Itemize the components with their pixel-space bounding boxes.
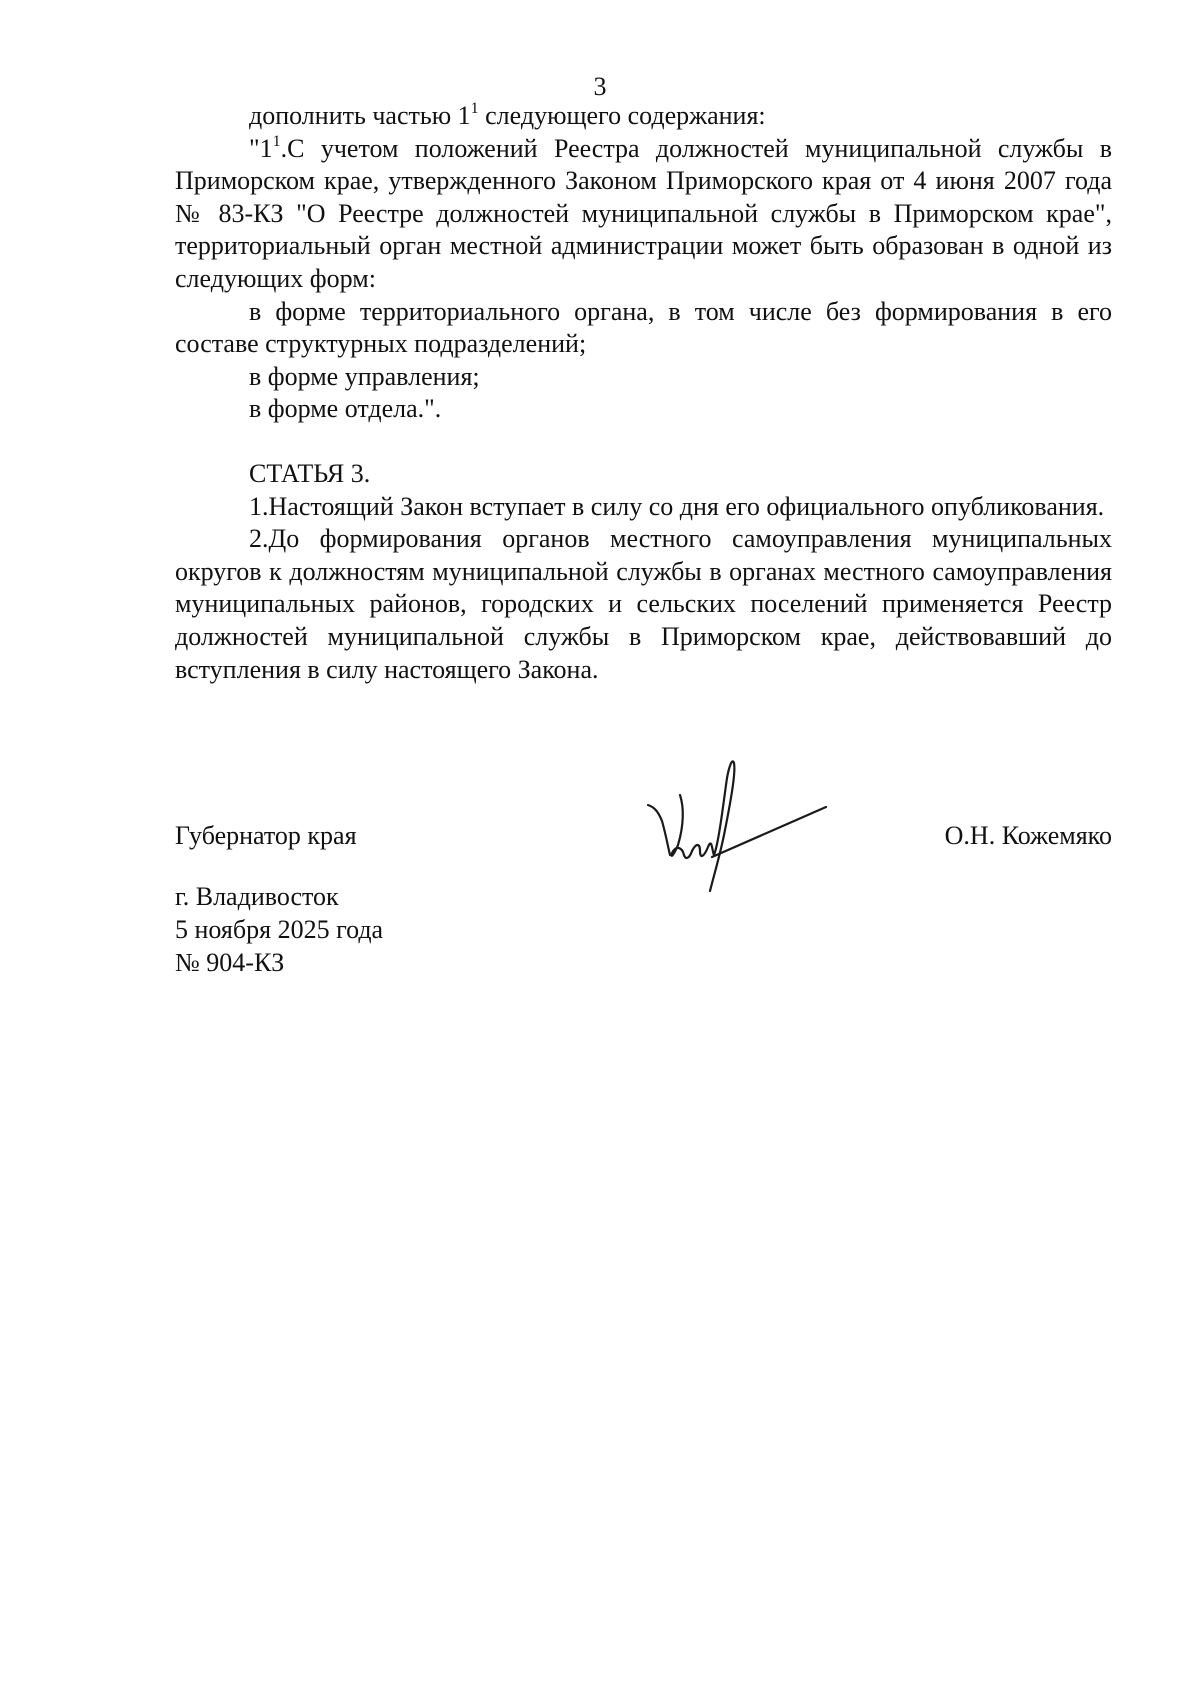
paragraph-form-division: в форме отдела.". [249, 394, 442, 424]
signatory-name: О.Н. Кожемяко [944, 821, 1112, 850]
document-body [175, 100, 1112, 686]
paragraph-registry [175, 133, 1112, 296]
paragraph-intro [175, 100, 1112, 133]
law-number: № 904-КЗ [175, 948, 285, 977]
paragraph-registry-start: "1 [249, 133, 273, 163]
page-number: 3 [593, 72, 607, 101]
article-heading: СТАТЬЯ 3. [249, 458, 371, 488]
paragraph-form-department: в форме управления; [249, 361, 480, 391]
place-date-block [175, 880, 383, 979]
paragraph-intro-text: дополнить частью 1 [249, 101, 471, 130]
signing-date: 5 ноября 2025 года [175, 915, 384, 944]
city: г. Владивосток [175, 882, 339, 911]
paragraph-entry-into-force: 1.Настоящий Закон вступает в силу со дня его официального опубликования. [249, 491, 1105, 521]
handwritten-signature [640, 755, 830, 905]
paragraph-form-territorial: в форме территориального органа, в том числе без формирования в его составе структурных подразделений; [175, 296, 1112, 359]
signatory-position: Губернатор края [175, 821, 357, 850]
superscript: 1 [272, 132, 281, 150]
paragraph-intro-tail: следующего содержания: [478, 101, 766, 130]
superscript: 1 [470, 100, 479, 118]
paragraph-transitional: 2.До формирования органов местного самоуправления муниципальных округов к должностям муниципальной службы в органах местного самоуправления муниципальных районов, городских и сельских поселений применяется Реестр должностей муниципальной службы в Приморском крае, действовавший до вступления в силу настоящего Закона. [175, 524, 1112, 684]
paragraph-registry-text: .С учетом положений Реестра должностей муниципальной службы в Приморском крае, утвержденного Законом Приморского края от 4 июня 2007 года № 83-КЗ "О Реестре должностей муниципальной службы в Приморском крае", территориальный орган местной администрации может быть образован в одной из следующих форм: [175, 133, 1112, 293]
